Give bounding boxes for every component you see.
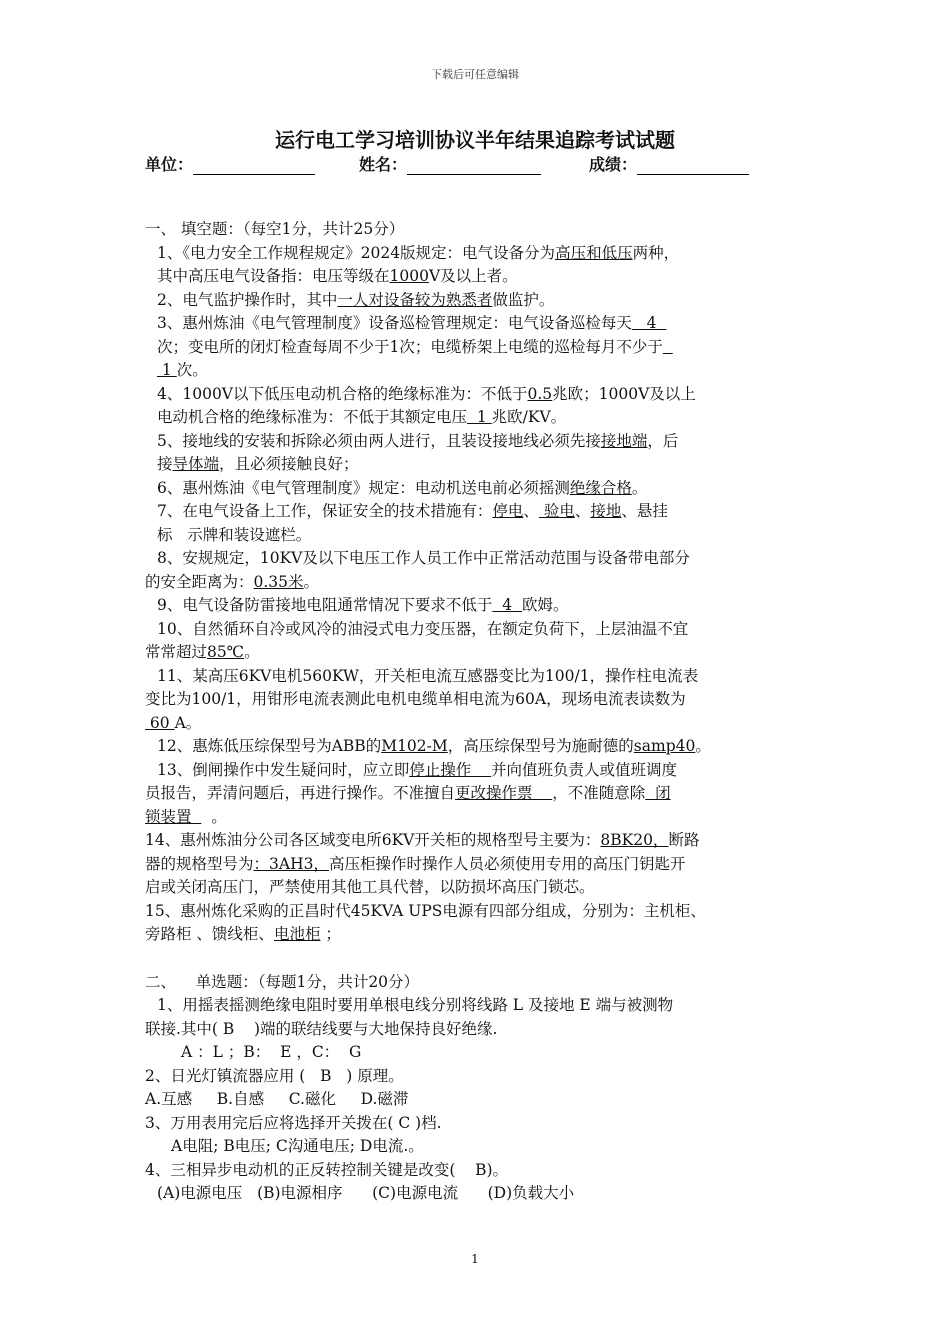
question-4: 4、1000V以下低压电动机合格的绝缘标准为：不低于0.5兆欧；1000V及以上 <box>157 384 696 403</box>
answer: 60 <box>145 713 175 732</box>
answer: 验电 <box>538 502 575 520</box>
mc-question-3-options: A电阻; B电压; C沟通电压; D电流.。 <box>171 1137 424 1155</box>
answer: 导体端 <box>172 455 220 473</box>
page-number: 1 <box>471 1252 479 1266</box>
section2-heading: 二、 单选题：（每题1分，共计20分） <box>145 972 420 991</box>
question-10: 10、自然循环自冷或风冷的油浸式电力变压器，在额定负荷下，上层油温不宜 <box>157 619 689 638</box>
answer: 停止操作 <box>409 760 491 779</box>
mc-question-1-options: A ：L ；B： E ，C： G <box>181 1043 362 1061</box>
answer: 1000 <box>389 267 429 285</box>
question-3: 3、惠州炼油《电气管理制度》设备巡检管理规定：电气设备巡检每天 4 <box>157 314 667 332</box>
mc-question-2: 2、日光灯镇流器应用 ( B ) 原理。 <box>145 1066 404 1085</box>
info-fields <box>145 152 825 175</box>
answer: 85℃ <box>207 643 245 661</box>
mc-question-2-options: A.互感 B.自感 C.磁化 D.磁滞 <box>145 1090 409 1108</box>
question-6: 6、惠州炼油《电气管理制度》规定：电动机送电前必须摇测绝缘合格。 <box>157 478 648 497</box>
answer: 8BK20， <box>600 831 669 849</box>
answer: 电池柜 <box>273 925 321 943</box>
answer: M102-M <box>381 737 448 755</box>
answer: 1 <box>157 361 177 379</box>
question-10-cont: 常常超过85℃。 <box>145 643 260 661</box>
question-11-cont: 变比为100/1，用钳形电流表测此电机电缆单相电流为60A，现场电流表读数为 <box>145 690 686 708</box>
unit-label: 单位： <box>145 155 194 174</box>
question-7: 7、在电气设备上工作，保证安全的技术措施有：停电、 验电、接地、悬挂 <box>157 502 668 520</box>
name-label: 姓名： <box>359 155 408 174</box>
answer: 绝缘合格 <box>569 478 632 497</box>
unit-blank[interactable] <box>193 158 315 175</box>
page-header: 下载后可任意编辑 <box>431 68 519 81</box>
question-14-cont: 器的规格型号为：3AH3，高压柜操作时操作人员必须使用专用的高压门钥匙开 <box>145 854 686 873</box>
answer: ：3AH3， <box>253 854 329 873</box>
answer: 停电 <box>492 502 524 520</box>
answer: 接地端 <box>600 431 648 450</box>
question-8: 8、安规规定，10KV及以下电压工作人员工作中正常活动范围与设备带电部分 <box>157 549 690 567</box>
answer: 接地 <box>590 502 622 520</box>
question-7-cont: 标 示牌和装设遮栏。 <box>157 525 312 544</box>
answer: 更改操作票 <box>455 784 553 802</box>
question-8-cont: 的安全距离为：0.35米。 <box>145 572 320 591</box>
question-14: 14、惠州炼油分公司各区域变电所6KV开关柜的规格型号主要为：8BK20，断路 <box>145 831 700 849</box>
question-11-cont2: 60 A。 <box>145 713 202 732</box>
answer: samp40 <box>633 737 696 755</box>
question-5: 5、接地线的安装和拆除必须由两人进行，且装设接地线必须先接接地端，后 <box>157 431 679 450</box>
question-15-cont: 旁路柜 、馈线柜、电池柜 ； <box>145 925 341 943</box>
question-3-cont: 次；变电所的闭灯检查每周不少于1次；电缆桥架上电缆的巡检每月不少于 <box>157 337 663 356</box>
mc-question-4-options: (A)电源电压 (B)电源相序 (C)电源电流 (D)负载大小 <box>157 1184 575 1202</box>
answer: 0.5 <box>527 384 553 403</box>
answer: 锁装置 <box>145 807 202 826</box>
question-9: 9、电气设备防雷接地电阻通常情况下要求不低于 4 欧姆。 <box>157 596 569 614</box>
question-12: 12、惠炼低压综保型号为ABB的M102-M，高压综保型号为施耐德的samp40。 <box>157 737 711 755</box>
answer: 闭 <box>645 784 671 802</box>
answer: 4 <box>631 314 667 332</box>
score-label: 成绩： <box>589 155 638 174</box>
question-14-cont2: 启或关闭高压门，严禁使用其他工具代替，以防损坏高压门锁芯。 <box>145 878 595 896</box>
answer: 1 <box>467 408 492 426</box>
exam-body <box>145 218 810 1206</box>
question-1-cont: 其中高压电气设备指：电压等级在1000V及以上者。 <box>157 267 518 285</box>
question-1: 1、《电力安全工作规程规定》2024版规定：电气设备分为高压和低压两种， <box>157 243 680 262</box>
question-11: 11、某高压6KV电机560KW，开关柜电流互感器变比为100/1，操作柱电流表 <box>157 666 699 685</box>
mc-question-1: 1、用摇表摇测绝缘电阻时要用单根电线分别将线路 L 及接地 E 端与被测物 <box>157 996 674 1014</box>
answer: 0.35米 <box>253 572 304 591</box>
question-13-cont2: 锁装置 。 <box>145 807 227 826</box>
question-13: 13、倒闸操作中发生疑问时，应立即停止操作 并向值班负责人或值班调度 <box>157 760 677 779</box>
answer: 高压和低压 <box>555 243 633 262</box>
question-3-cont2: 1 次。 <box>157 361 208 379</box>
question-4-cont: 电动机合格的绝缘标准为：不低于其额定电压 1 兆欧/KV。 <box>157 408 567 426</box>
question-13-cont: 员报告，弄清问题后，再进行操作。不准擅自更改操作票 ，不准随意除 闭 <box>145 784 671 802</box>
question-2: 2、电气监护操作时，其中一人对设备较为熟悉者做监护。 <box>157 290 555 309</box>
answer: 一人对设备较为熟悉者 <box>337 290 493 309</box>
name-blank[interactable] <box>407 158 541 175</box>
exam-title: 运行电工学习培训协议半年结果追踪考试试题 <box>275 128 675 152</box>
mc-question-1-cont: 联接.其中( B )端的联结线要与大地保持良好绝缘. <box>145 1019 498 1038</box>
score-blank[interactable] <box>637 158 749 175</box>
mc-question-3: 3、万用表用完后应将选择开关拨在( C )档. <box>145 1113 442 1132</box>
mc-question-4: 4、三相异步电动机的正反转控制关键是改变( B)。 <box>145 1160 509 1179</box>
question-15: 15、惠州炼化采购的正昌时代45KVA UPS电源有四部分组成，分别为：主机柜、 <box>145 901 706 920</box>
section1-heading: 一、 填空题：（每空1分，共计25分） <box>145 220 405 238</box>
question-5-cont: 接导体端，且必须接触良好； <box>157 455 359 473</box>
spacer <box>145 947 810 971</box>
answer: 4 <box>492 596 522 614</box>
